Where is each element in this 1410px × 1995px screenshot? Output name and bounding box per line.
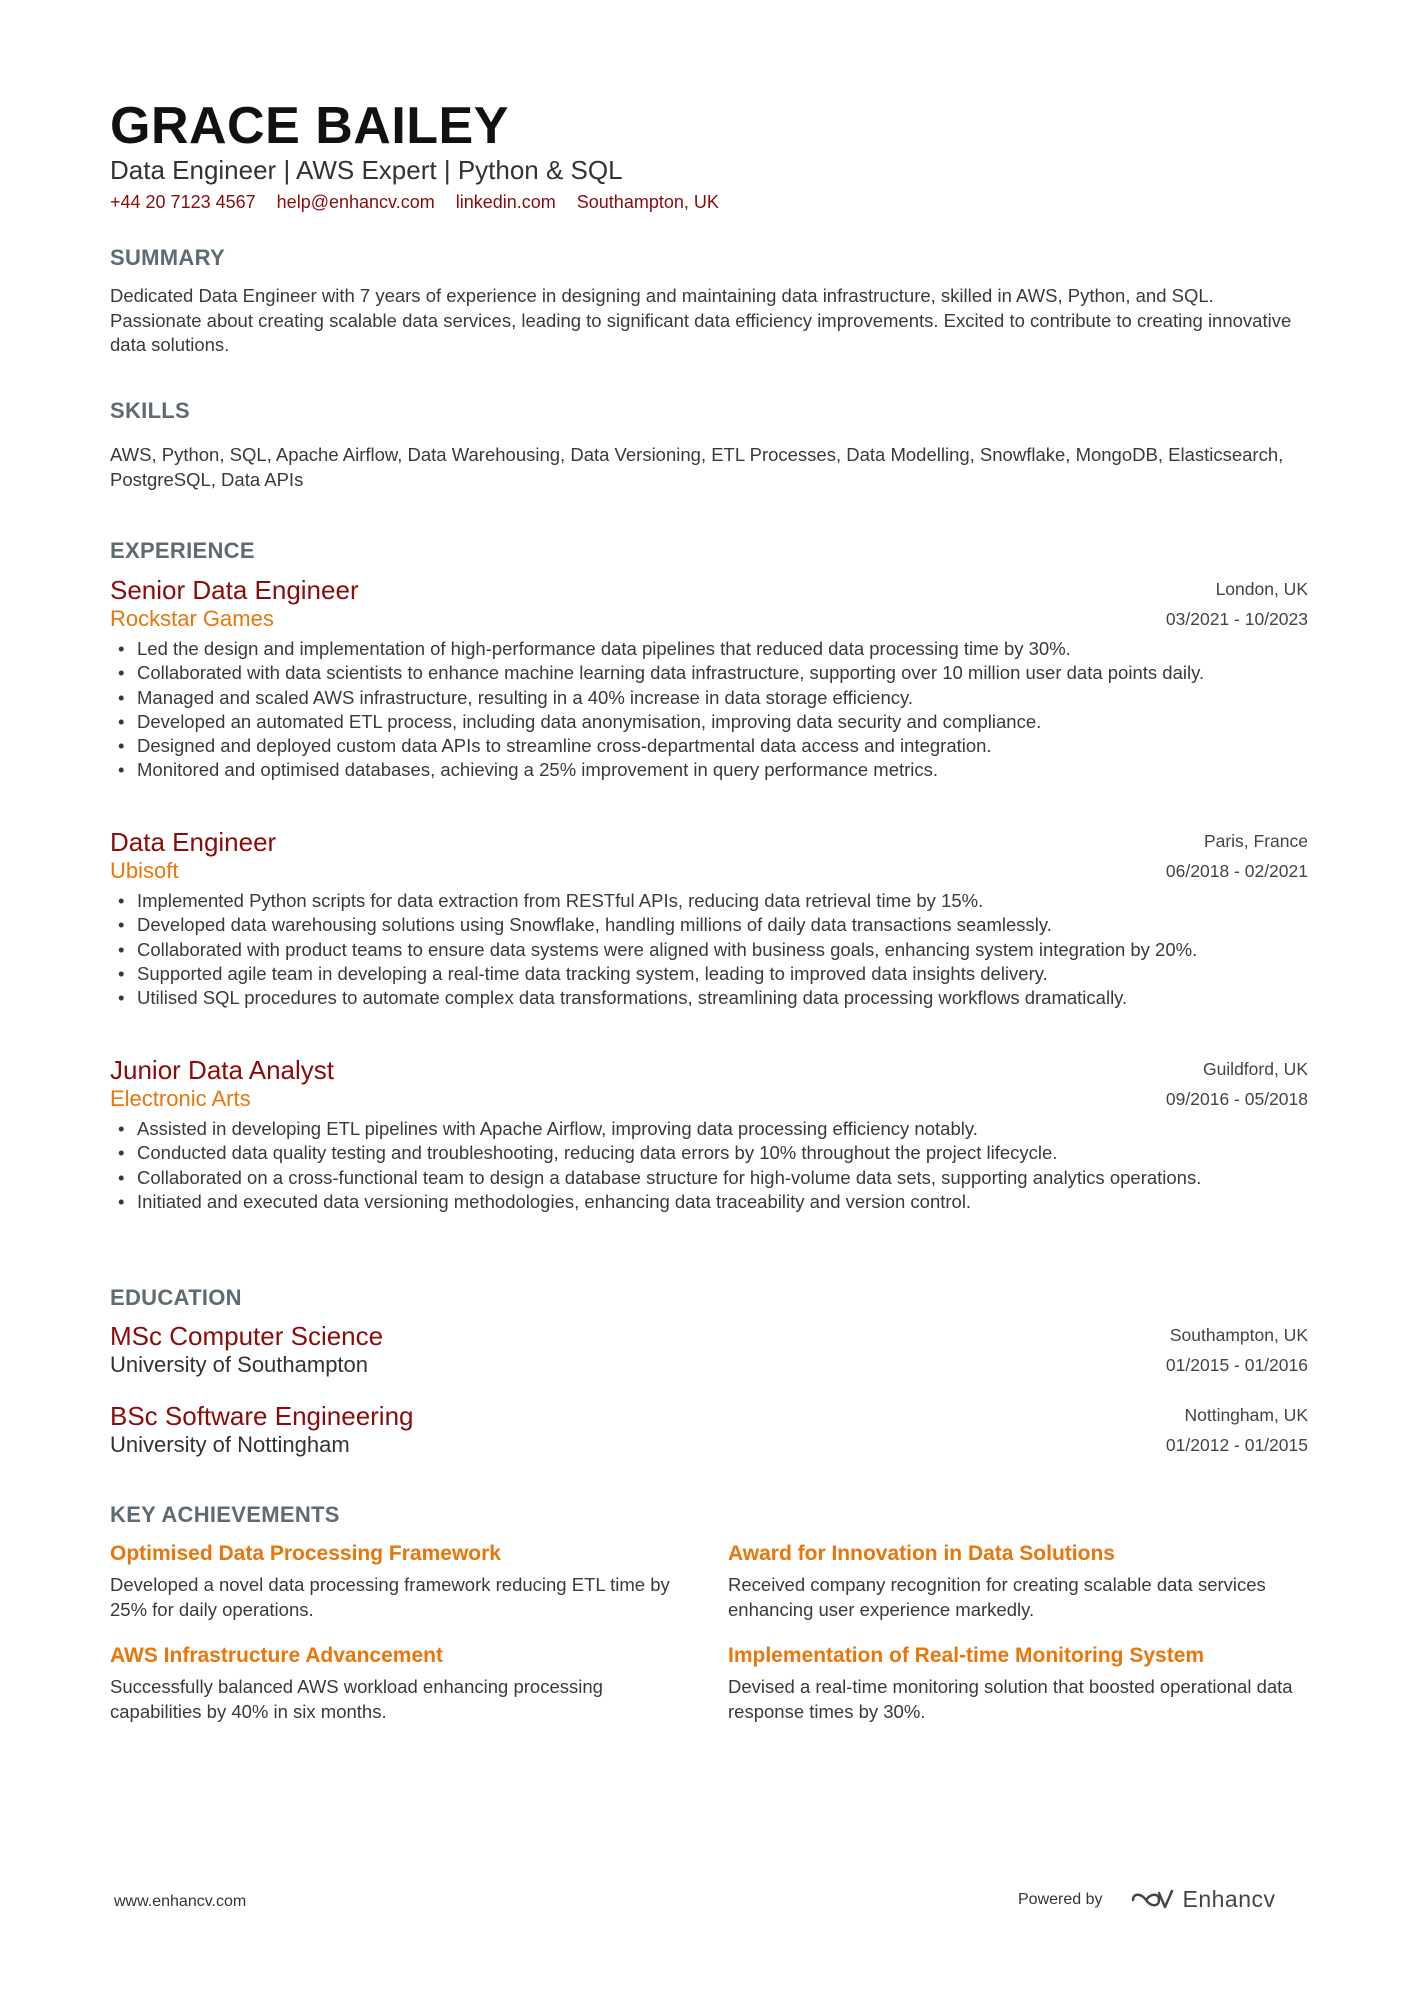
job-location: Paris, France xyxy=(1203,831,1308,851)
education-degree: BSc Software Engineering xyxy=(110,1401,414,1431)
contact-linkedin[interactable]: linkedin.com xyxy=(455,192,556,212)
skills-text: AWS, Python, SQL, Apache Airflow, Data Warehousing, Data Versioning, ETL Processes, Data Modelling, Snowflake, MongoDB, Elasticsearch, PostgreSQL, Data APIs xyxy=(110,444,1284,490)
enhancv-logo-icon xyxy=(1129,1887,1175,1913)
education-school: University of Nottingham xyxy=(110,1432,350,1457)
job-bullets xyxy=(110,889,1308,1010)
job-location: Guildford, UK xyxy=(1202,1059,1308,1079)
job-bullet: • Designed and deployed custom data APIs to streamline cross-departmental data access and integration. xyxy=(110,734,1308,758)
job-bullet: • Led the design and implementation of high-performance data pipelines that reduced data processing time by 30%. xyxy=(110,637,1308,661)
contact-location: Southampton, UK xyxy=(576,192,719,212)
job-dates: 03/2021 - 10/2023 xyxy=(1165,609,1308,629)
education-location: Nottingham, UK xyxy=(1184,1405,1308,1425)
achievement-desc: Developed a novel data processing framework reducing ETL time by 25% for daily operations. xyxy=(110,1574,670,1620)
contact-email[interactable]: help@enhancv.com xyxy=(276,192,435,212)
experience-heading: EXPERIENCE xyxy=(110,538,255,563)
job-bullet: • Developed an automated ETL process, including data anonymisation, improving data security and compliance. xyxy=(110,710,1308,734)
job-dates: 09/2016 - 05/2018 xyxy=(1165,1089,1308,1109)
job-bullets xyxy=(110,637,1308,783)
achievement-desc: Received company recognition for creating scalable data services enhancing user experience markedly. xyxy=(728,1574,1266,1620)
education-location: Southampton, UK xyxy=(1169,1325,1308,1345)
summary-text: Dedicated Data Engineer with 7 years of experience in designing and maintaining data infrastructure, skilled in AWS, Python, and SQL. Passionate about creating scalable data services, leading to significant data efficiency improvements. Excited to contribute to creating innovative data solutions. xyxy=(110,285,1292,355)
enhancv-logo-text: Enhancv xyxy=(1182,1886,1276,1912)
job-title: Data Engineer xyxy=(110,827,277,857)
footer-website[interactable]: www.enhancv.com xyxy=(114,1893,247,1910)
achievement-item xyxy=(728,1541,1308,1622)
education-school: University of Southampton xyxy=(110,1352,369,1377)
job-bullet: • Collaborated with data scientists to enhance machine learning data infrastructure, supporting over 10 million user data points daily. xyxy=(110,661,1308,685)
achievement-desc: Devised a real-time monitoring solution that boosted operational data response times by 30%. xyxy=(728,1676,1293,1722)
job-bullet: • Utilised SQL procedures to automate complex data transformations, streamlining data processing workflows dramatically. xyxy=(110,986,1308,1010)
job-bullet: • Assisted in developing ETL pipelines with Apache Airflow, improving data processing efficiency notably. xyxy=(110,1117,1308,1141)
job-title: Senior Data Engineer xyxy=(110,575,359,605)
education-entry xyxy=(110,1321,1308,1379)
education-heading: EDUCATION xyxy=(110,1285,242,1310)
enhancv-logo[interactable] xyxy=(1129,1886,1276,1913)
achievement-item xyxy=(728,1643,1308,1724)
job-entry xyxy=(110,575,1308,783)
contact-phone[interactable]: +44 20 7123 4567 xyxy=(110,192,256,212)
education-dates: 01/2015 - 01/2016 xyxy=(1165,1355,1308,1375)
education-entry xyxy=(110,1401,1308,1459)
job-bullet: • Initiated and executed data versioning methodologies, enhancing data traceability and version control. xyxy=(110,1190,1308,1214)
job-company: Ubisoft xyxy=(110,858,179,883)
job-bullets xyxy=(110,1117,1308,1214)
achievement-title: Award for Innovation in Data Solutions xyxy=(728,1542,1115,1565)
achievement-item xyxy=(110,1541,690,1622)
candidate-headline: Data Engineer | AWS Expert | Python & SQL xyxy=(110,155,623,185)
summary-heading: SUMMARY xyxy=(110,245,225,270)
job-entry xyxy=(110,1055,1308,1214)
job-company: Electronic Arts xyxy=(110,1086,251,1111)
powered-by-label: Powered by xyxy=(1018,1890,1103,1908)
job-bullet: • Managed and scaled AWS infrastructure, resulting in a 40% increase in data storage efficiency. xyxy=(110,686,1308,710)
education-degree: MSc Computer Science xyxy=(110,1321,384,1351)
job-bullet: • Collaborated on a cross-functional team to design a database structure for high-volume data sets, supporting analytics operations. xyxy=(110,1166,1308,1190)
contact-line xyxy=(110,190,735,214)
job-bullet: • Implemented Python scripts for data extraction from RESTful APIs, reducing data retrieval time by 15%. xyxy=(110,889,1308,913)
job-dates: 06/2018 - 02/2021 xyxy=(1165,861,1308,881)
job-bullet: • Collaborated with product teams to ensure data systems were aligned with business goals, enhancing system integration by 20%. xyxy=(110,938,1308,962)
achievements-heading: KEY ACHIEVEMENTS xyxy=(110,1502,340,1527)
job-bullet: • Supported agile team in developing a real-time data tracking system, leading to improved data insights delivery. xyxy=(110,962,1308,986)
achievement-desc: Successfully balanced AWS workload enhancing processing capabilities by 40% in six months. xyxy=(110,1676,603,1722)
education-dates: 01/2012 - 01/2015 xyxy=(1165,1435,1308,1455)
job-bullet: • Conducted data quality testing and troubleshooting, reducing data errors by 10% throughout the project lifecycle. xyxy=(110,1141,1308,1165)
job-bullet: • Developed data warehousing solutions using Snowflake, handling millions of daily data transactions seamlessly. xyxy=(110,913,1308,937)
job-location: London, UK xyxy=(1215,579,1308,599)
achievement-item xyxy=(110,1643,690,1724)
job-title: Junior Data Analyst xyxy=(110,1055,335,1085)
skills-heading: SKILLS xyxy=(110,398,191,423)
footer-powered-by xyxy=(1018,1886,1276,1913)
achievement-title: Implementation of Real-time Monitoring System xyxy=(728,1644,1205,1667)
candidate-name: GRACE BAILEY xyxy=(110,97,509,155)
achievement-title: Optimised Data Processing Framework xyxy=(110,1542,501,1565)
job-entry xyxy=(110,827,1308,1010)
job-company: Rockstar Games xyxy=(110,606,274,631)
job-bullet: • Monitored and optimised databases, achieving a 25% improvement in query performance metrics. xyxy=(110,758,1308,782)
achievement-title: AWS Infrastructure Advancement xyxy=(110,1644,443,1667)
